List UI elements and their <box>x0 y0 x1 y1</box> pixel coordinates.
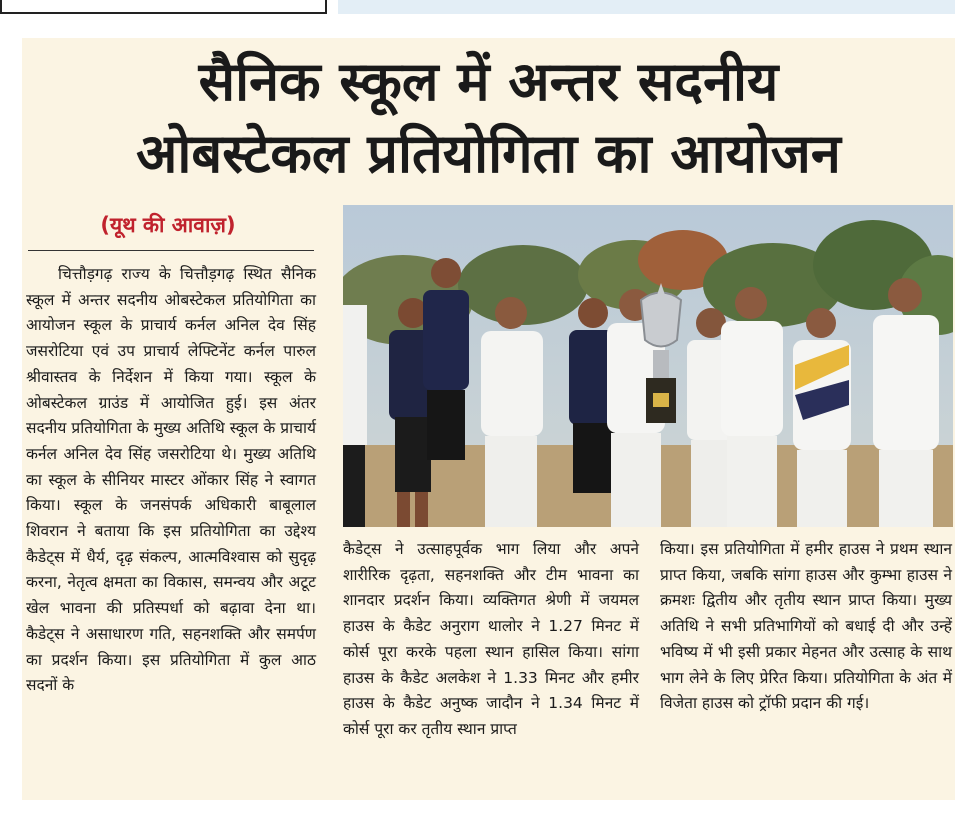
officer-figure <box>481 297 543 527</box>
headline-line-2: ओबस्टेकल प्रतियोगिता का आयोजन <box>136 122 841 185</box>
officer-figure <box>721 287 783 527</box>
previous-clipping-border <box>0 0 327 14</box>
article-paragraph-2: कैडेट्स ने उत्साहपूर्वक भाग लिया और अपने शारीरिक दृढ़ता, सहनशक्ति और टीम भावना का शानदार प्रदर्शन किया। व्यक्तिगत श्रेणी में जयमल हाउस के कैडेट अनुराग थालोर ने 1.27 मिनट में कोर्स पूरा करके पहला स्थान हासिल किया। सांगा हाउस के कैडेट अलकेश ने 1.33 मिनट और हमीर हाउस के कैडेट अनुष्क जादौन ने 1.34 मिनट में कोर्स पूरा कर तृतीय स्थान प्राप्त <box>343 540 639 738</box>
headline-banner <box>22 38 955 203</box>
byline-divider <box>28 250 314 251</box>
spectator-figure <box>343 305 367 527</box>
article-paragraph-1: चित्तौड़गढ़ राज्य के चित्तौड़गढ़ स्थित सैनिक स्कूल में अन्तर सदनीय ओबस्टेकल प्रतियोगिता का आयोजन स्कूल के प्राचार्य कर्नल अनिल देव सिंह जसरोटिया एवं उप प्राचार्य लेफ्टिनेंट कर्नल पारुल श्रीवास्तव के निर्देशन में किया गया। स्कूल के ओबस्टेकल ग्राउंड में आयोजित हुई। इस अंतर सदनीय प्रतियोगिता के मुख्य अतिथि स्कूल के प्राचार्य कर्नल अनिल देव सिंह जसरोटिया थे। मुख्य अतिथि का स्कूल के सीनियर मास्टर ओंकार सिंह ने स्वागत किया। स्कूल के जनसंपर्क अधिकारी बाबूलाल शिवरान ने बताया कि इस प्रतियोगिता का उद्देश्य कैडेट्स में धैर्य, दृढ़ संकल्प, आत्मविश्वास को सुदृढ़ करना, नेतृत्व क्षमता का विकास, समन्वय और अटूट खेल भावना की प्रतिस्पर्धा को बढ़ावा देना था। कैडेट्स ने असाधारण गति, सहनशक्ति और समर्पण का प्रदर्शन किया। इस प्रतियोगिता में कुल आठ सदनों के <box>26 265 316 695</box>
article-column-2 <box>343 537 639 743</box>
article-column-1 <box>26 262 316 699</box>
headline-line-1: सैनिक स्कूल में अन्तर सदनीय <box>198 50 779 113</box>
article-column-3 <box>660 537 952 717</box>
event-photo <box>343 205 953 527</box>
trophy-presentation-photo <box>343 205 953 527</box>
article-paragraph-3: किया। इस प्रतियोगिता में हमीर हाउस ने प्रथम स्थान प्राप्त किया, जबकि सांगा हाउस और कुम्भा हाउस ने क्रमशः द्वितीय और तृतीय स्थान प्राप्त किया। मुख्य अतिथि ने सभी प्रतिभागियों को बधाई दी और उन्हें भविष्य में भी इसी प्रकार मेहनत और उत्साह के साथ भाग लेने के लिए प्रेरित किया। प्रतियोगिता के अंत में विजेता हाउस को ट्रॉफी प्रदान की गई। <box>660 540 952 713</box>
officer-figure <box>873 278 939 527</box>
byline: (यूथ की आवाज़) <box>100 213 236 237</box>
officer-figure <box>793 308 851 527</box>
adjacent-clipping-strip <box>338 0 955 14</box>
